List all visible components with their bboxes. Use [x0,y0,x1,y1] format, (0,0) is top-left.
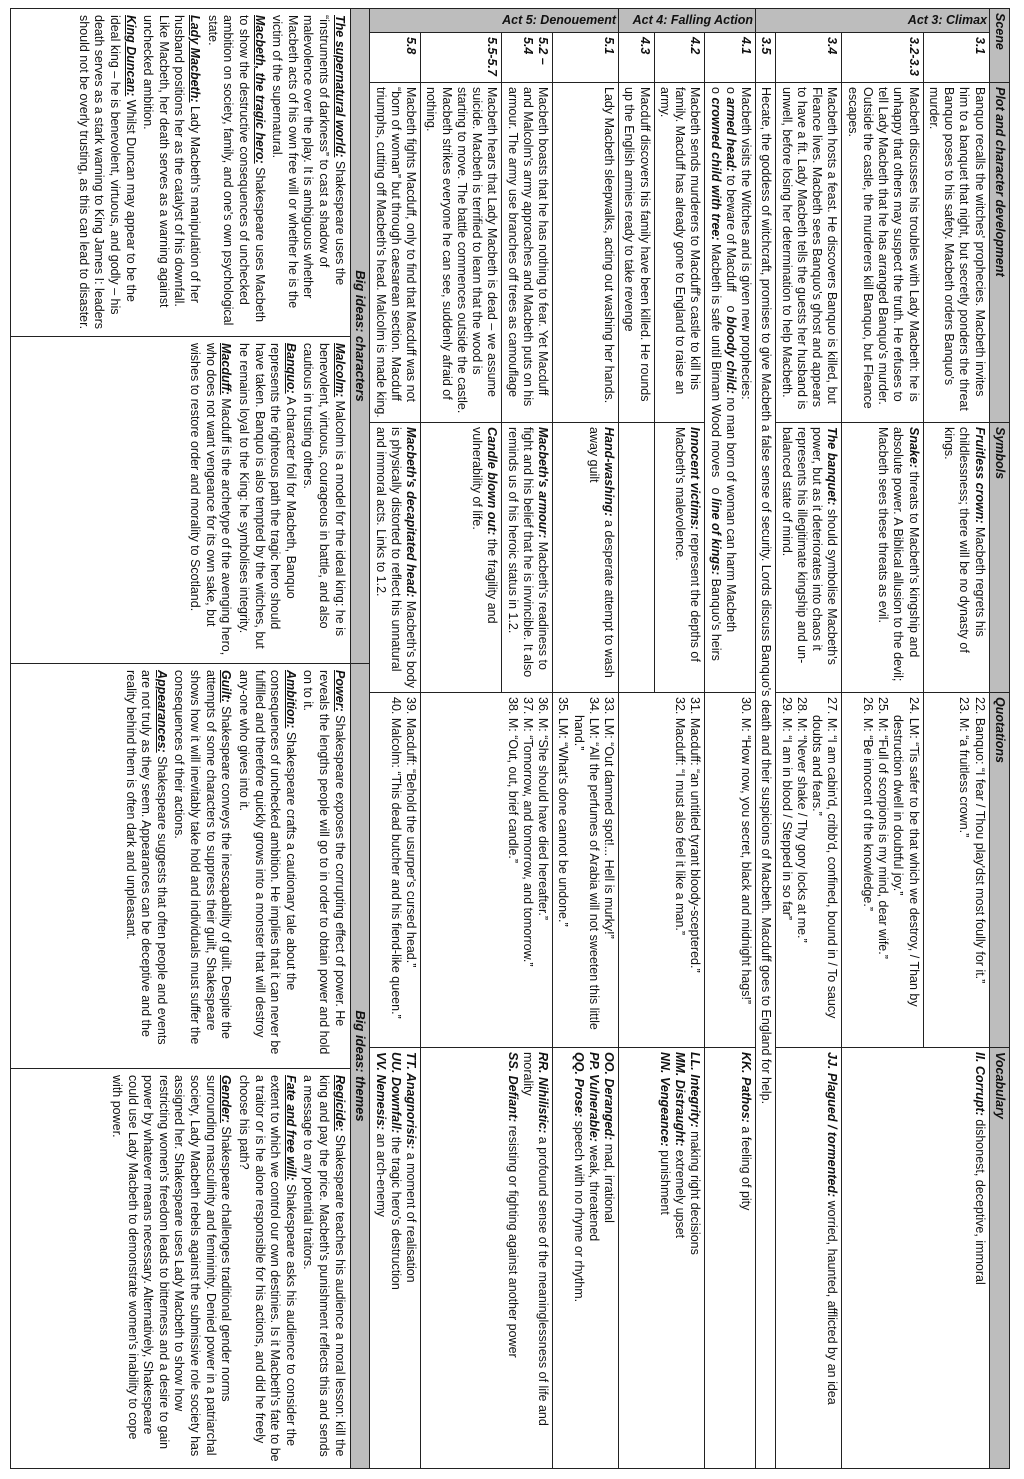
symbol-term: The banquet: [825,427,840,506]
theme-entry [300,1075,347,1462]
vocab-def: mad, irrational [602,1140,617,1223]
entry-term: Ambition: [283,670,298,729]
character-entry [140,15,203,330]
entry-term: Fate and free will: [283,1075,298,1181]
vocab-def: dishonest, deceptive, immoral [972,1115,987,1285]
big-ideas-table [10,8,370,1469]
symbol-text: should symbolise Macbeth's power, but as it deteriorates into chaos it represents his illegitimate kingship and un-balanced state of mind. [779,427,840,665]
entry-text: Shakespeare uses Macbeth to show the destructive consequences of unchecked ambition on society, family, and one's own psychological state. [205,15,267,326]
big-ideas-body-row [11,9,351,1469]
scene-5-2: 5.2 – 5.4 [502,33,553,83]
character-entry [300,343,347,657]
plot-3-4: Macbeth hosts a feast. He discovers Banquo is killed, but Fleance lives. Macbeth sees Banquo's ghost and appears to have a fit. Lady Macbeth tells the guests her husband is unwell, before losing her determination to help Macbeth. [776,83,842,423]
theme-entry [122,670,169,1062]
theme-entry [235,670,298,1062]
quote: 39. Macduff: “Behold the usurper's cursed head.” [404,697,419,968]
vocab-item [687,1052,702,1464]
vocab-term: RR. Nihilistic: [536,1052,551,1134]
quotes-5-8 [370,693,421,1048]
vocab-def: a feeling of pity [739,1122,754,1211]
scene-3-4: 3.4 [776,33,842,83]
act4-label-cell [619,9,756,33]
vocab-def: worried, haunted, afflicted by an idea [825,1197,840,1405]
symbol-3-2 [842,423,923,693]
plot-4-1 [705,83,756,693]
symbol-5-1 [553,423,619,693]
entry-text: Shakespeare suggests that often people and events are not truly as they seem. Appearances can be deceptive and the reality behind them is often dark and unpleasant. [123,670,169,1045]
prophecy-text: Banquo's heirs [708,575,723,661]
symbol-4-3-empty [619,423,655,693]
entry-term: Appearances: [154,670,169,753]
vocab-term: KK. Pathos: [739,1052,754,1123]
symbol-4-2 [654,423,705,693]
plot-5-1: Lady Macbeth sleepwalks, acting out washing her hands. [553,83,619,423]
entry-term: King Duncan: [123,15,138,97]
prophecy-term: line of kings: [708,498,723,576]
symbol-text: represent the depths of Macbeth's malevolence. [673,427,703,662]
scene-3-1: 3.1 [923,33,989,83]
character-entry [269,15,347,330]
scene-3-5: 3.5 [756,33,776,83]
vocab-item [657,1052,672,1464]
quote: 32. Macduff: “I must also feel it like a man.” [673,697,688,936]
symbol-3-1 [923,423,989,693]
plot-4-2: Macbeth sends murderers to Macduff's castle to kill his family. Macduff has already gone to England to raise an army. [654,83,705,423]
entry-term: Regicide: [332,1075,347,1132]
vocab-item [505,1052,520,1464]
prophecy-term: armed head: [724,97,738,172]
entry-text: Macduff is the archetype of the avenging hero, who does not want vengeance for its own sake, but wishes to restore order and morality to Scotland. [188,343,234,656]
row-3-1 [923,9,989,1469]
vocab-4-1 [705,1048,756,1469]
entry-text: Whilst Duncan may appear to be the ideal king – he is benevolent, virtuous, and godly – his death serves as a stark warning to King James I: leaders should not be overly trusting, as this can lead to disaster. [76,15,138,330]
vocab-3-1 [842,1048,989,1469]
vocab-item [403,1052,418,1464]
vocab-5-5 [421,1048,553,1469]
symbol-term: Macbeth's armour: [536,427,551,539]
quote: 29. M: “I am in blood / Stepped in so far” [779,697,794,921]
quote: 26. M: “Be innocent of the knowledge.” [861,697,875,912]
prophecy-term: bloody child: [724,316,738,394]
vocab-term: TT. Anagnorisis: [404,1052,419,1150]
vocab-item [824,1052,839,1464]
vocab-5-8 [370,1048,421,1469]
entry-term: Banquo: [283,343,298,394]
header-symbols: Symbols [989,423,1009,693]
entry-term: Malcolm: [332,343,347,398]
quote: 24. LM: “Tis safer to be that which we destroy, / Than by destruction dwell in doubtful joy.” [891,697,921,1007]
quotes-3-1 [923,693,989,1048]
vocab-def: punishment [658,1146,672,1215]
quotes-4-2 [619,693,705,1048]
prophecy-text: to beware of Macduff [724,171,738,292]
character-entry [187,343,234,657]
vocab-def: the tragic hero's destruction [389,1133,403,1290]
quote: 30. M: “How now, you secret, black and midnight hags!” [739,697,754,1005]
symbol-5-8 [370,423,421,693]
prophecy-line: o crowned child with tree: Macbeth is safe until Birnam Wood moves o line of kings: Banquo's heirs [708,87,723,661]
characters-col-1 [11,9,351,337]
acts-table [370,8,1011,1469]
vocab-item [520,1052,551,1464]
vocab-def: extremely upset [673,1146,688,1239]
symbol-text: the fragility and vulnerability of life. [470,427,500,624]
symbol-text: Macbeth's body is physically distorted to reflect his unnatural and immoral acts. Links to 1.2. [373,427,419,689]
vocab-item [738,1052,753,1464]
characters-heading: Big ideas: characters [350,9,369,664]
header-row [989,9,1009,1469]
scene-5-1: 5.1 [553,33,619,83]
row-3-4 [776,9,842,1469]
symbol-text: threats to Macbeth's kingship and absolute power. A Biblical allusion to the devil; Macbeth sees these threats as evil. [876,427,921,682]
entry-text: Malcolm is a model for the ideal king: he is benevolent, virtuous, courageous in battle, and also cautious in trusting others. [301,343,347,637]
plot-5-2: Macbeth boasts that he has nothing to fear. Yet Macduff and Malcolm's army approaches and Macbeth puts on his armour. The army use branches off trees as camouflage [502,83,553,423]
entry-text: Shakespeare crafts a cautionary tale about the consequences of unchecked ambition. He implies that it can never be fulfilled and therefore quickly grows into a monster that will destroy any-one who gives into it. [237,670,298,1055]
scene-4-2: 4.2 [654,33,705,83]
character-entry [204,15,267,330]
vocab-def: a profound sense of the meaninglessness of life and morality [521,1052,551,1426]
row-4-1 [705,9,756,1469]
rotated-sheet [10,8,1010,1468]
vocab-item [571,1052,586,1464]
act5-label: Act 5: Denouement [502,13,617,27]
entry-term: The supernatural world: [332,15,347,158]
summary-3-5: Hecate, the goddess of witchcraft, promises to give Macbeth a false sense of security. Lords discuss Banquo's death and their suspicions of Macbeth. Macduff goes to England for help. [756,83,776,1469]
quotes-5-5 [421,693,553,1048]
entry-text: Shakespeare asks his audience to consider the extent to which we control our own destinies. Is it Macbeth's fate to be a traitor or is he alone responsible for his actions, and did he freely choose his path? [237,1075,298,1462]
prophecy-line: o armed head: to beware of Macduff o bloody child: no man born of woman can harm Macbeth [724,87,738,633]
vocab-def: a moment of realisation [404,1149,419,1283]
row-5-8 [370,9,421,1469]
quote: 25. M: “Full of scorpions is my mind, dear wife.” [876,697,891,959]
row-5-2 [502,9,553,1469]
entry-text: Shakespeare exposes the corrupting effect of power. He reveals the lengths people will go to in order to obtain power and hold on to it. [301,670,347,1055]
quote: 37. M: “Tomorrow, and tomorrow, and tomorrow.” [521,697,535,967]
quote: 31. Macduff: “an untitled tyrant bloody-sceptered.” [688,697,703,973]
entry-text: Shakespeare challenges traditional gender norms surrounding masculinity and femininity. Denied power in a patriarchal society, Lady Macbeth rebels against the submissive role society has assigned her. Shakespeare uses Lady Macbeth to show how restricting women's freedom leads to bitterness and a desire to gain power by whatever means necessary. Alternatively, Shakespeare could use Lady Macbeth to demonstrate women's inability to cope with power. [110,1075,234,1457]
header-quotations: Quotations [989,693,1009,1048]
vocab-term: MM. Distraught: [673,1052,688,1147]
symbol-text: Macbeth's readiness to fight and his belief that he is invincible. It also reminds us of his heroic status in 1.2. [505,427,551,678]
vocab-term: UU. Downfall: [389,1052,403,1134]
quote: 28. M: “Never shake / Thy gory locks at me.” [795,697,809,943]
row-4-2 [654,9,705,1469]
entry-text: A character foil for Macbeth, Banquo represents the righteous path the tragic hero should have taken. Banquo is also tempted by the witches, but he remains loyal to the King: he symbolises integrity. [237,343,298,649]
entry-text: Lady Macbeth's manipulation of her husband positions her as the catalyst of his downfall. Like Macbeth, her death serves as a warning against unchecked ambition. [141,15,203,308]
prophecy-term: crowned child with tree: [708,97,723,241]
character-entry [75,15,138,330]
vocab-def: an arch-enemy [373,1130,388,1217]
quote: 23. M: “a fruitless crown.” [957,697,972,838]
act4-label: Act 4: Falling Action [632,13,754,27]
quote: 27. M: “I am cabin'd, cribb'd, confined, bound in / To saucy doubts and fears.” [810,697,840,1019]
theme-entry [300,670,347,1062]
plot-5-5: Macbeth hears that Lady Macbeth is dead – we assume suicide. Macbeth is terrified to learn that the wood is starting to move. The battle commences outside the castle. Macbeth strikes everyone he can see, suddenly afraid of nothing. [421,83,502,423]
vocab-item [972,1052,987,1464]
vocab-item [586,1052,601,1464]
vocab-term: SS. Defiant: [505,1052,520,1123]
quotes-4-1 [705,693,756,1048]
header-vocabulary: Vocabulary [989,1048,1009,1469]
vocab-term: LL. Integrity: [688,1052,703,1128]
quote: 34. LM: “All the perfumes of Arabia will not sweeten this little hand.” [571,697,601,1030]
plot-intro: Macbeth visits the Witches and is given new prophecies: [739,87,754,400]
big-ideas-section [10,8,370,1468]
prophecy-text: Macbeth is safe until Birnam Wood moves [708,240,723,478]
vocab-def: weak, threatened [587,1141,601,1242]
vocab-term: PP. Vulnerable: [587,1052,601,1142]
symbol-5-2 [502,423,553,693]
header-plot: Plot and character development [989,83,1009,423]
scene-5-8: 5.8 [370,33,421,83]
scene-4-3: 4.3 [619,33,655,83]
quotes-3-2 [842,693,923,1048]
vocab-term: VV. Nemesis: [373,1052,388,1131]
symbol-text: Macbeth regrets his childlessness; there will be no dynasty of kings. [942,427,987,653]
theme-entry [171,670,234,1062]
quote: 38. M: “Out, out, brief candle.” [505,697,520,864]
symbol-term: Hand-washing: [602,427,617,517]
symbol-term: Innocent victims: [688,427,703,530]
themes-heading: Big ideas: themes [350,664,369,1469]
symbol-5-5 [421,423,502,693]
quote: 40. Malcolm: “This dead butcher and his fiend-like queen.” [389,697,403,1019]
act3-label-cell [756,9,990,33]
quotes-5-1 [553,693,619,1048]
symbol-term: Candle blown out: [485,427,500,536]
scene-5-5: 5.5-5.7 [421,33,502,83]
symbol-term: Macbeth's decapitated head: [404,427,419,598]
acts-section [370,8,1010,1468]
vocab-term: NN. Vengeance: [658,1052,672,1147]
entry-term: Lady Macbeth: [188,15,203,103]
quote: 33. LM: “Out damned spot!... Hell is murky!” [602,697,617,939]
vocab-item [373,1052,388,1464]
entry-text: Shakespeare uses the “instruments of darkness” to cast a shadow of malevolence over the play. It is ambiguous whether Macbeth acts of his own free will or whether he is the victim of the supernatural. [270,15,347,309]
vocab-4-2 [619,1048,705,1469]
entry-text: Shakespeare teaches his audience a moral lesson: kill the king and pay the price. Macbeth's punishment reflects this and sends a message to any potential traitors. [301,1075,347,1457]
entry-text: Shakespeare conveys the inescapability of guilt. Despite the attempts of some characters to suppress their guilt, Shakespeare shows how it will inevitably take hold and individuals must suffer the consequences of their actions. [172,670,234,1045]
big-ideas-header-row [350,9,369,1469]
vocab-def: making right decisions [688,1127,703,1255]
plot-3-2: Macbeth discusses his troubles with Lady Macbeth: he is unhappy that others may suspect the truth. He refuses to tell Lady Macbeth that he has arranged Banquo's murder. Outside the castle, the murderers kill Banquo, but Fleance escapes. [842,83,923,423]
entry-term: Power: [332,670,347,712]
vocab-3-4 [776,1048,842,1469]
vocab-item [601,1052,616,1464]
themes-col-1 [11,664,351,1069]
quote: 36. M: “She should have died hereafter.” [536,697,551,921]
vocab-term: JJ. Plagued / tormented: [825,1052,840,1198]
symbol-term: Snake: [906,427,921,468]
vocab-def: speech with no rhyme or rhythm. [571,1117,586,1303]
symbol-term: Fruitless crown: [972,427,987,524]
vocab-def: resisting or fighting against another power [505,1122,520,1358]
row-3-5 [756,9,776,1469]
themes-col-2 [11,1069,351,1469]
symbol-text: a desperate attempt to wash away guilt [587,427,617,678]
act3-label: Act 3: Climax [907,13,987,27]
vocab-5-1 [553,1048,619,1469]
row-5-1 [553,9,619,1469]
theme-entry [108,1075,233,1462]
entry-term: Guilt: [219,670,234,703]
vocab-item [388,1052,403,1464]
vocab-term: OO. Deranged: [602,1052,617,1141]
symbol-3-4 [776,423,842,693]
scene-3-2: 3.2-3.3 [842,33,923,83]
plot-4-3: Macduff discovers his family have been killed. He rounds up the English armies ready to take revenge [619,83,655,423]
header-scene: Scene [989,9,1009,83]
quote: 35. LM: “What's done cannot be undone.” [556,697,571,927]
vocab-item [672,1052,687,1464]
prophecy-text: no man born of woman can harm Macbeth [724,393,738,633]
plot-5-8: Macbeth fights Macduff, only to find that Macduff was not “born of woman” but through caesarean section. Macduff triumphs, cutting off Macbeth's head. Malcolm is made king. [370,83,421,423]
act5-label-cell [370,9,619,33]
theme-entry [235,1075,298,1462]
entry-term: Macduff: [219,343,234,395]
entry-term: Macbeth, the tragic hero: [252,15,267,164]
quote: 22. Banquo: “I fear / Thou play'dst most foully for it.” [972,697,987,984]
scene-4-1: 4.1 [705,33,756,83]
character-entry [235,343,298,657]
vocab-term: II. Corrupt: [972,1052,987,1116]
vocab-term: QQ. Prose: [571,1052,586,1118]
characters-col-2 [11,337,351,664]
quotes-3-4 [776,693,842,1048]
entry-term: Gender: [219,1075,234,1123]
plot-3-1: Banquo recalls the witches' prophecies. Macbeth invites him to a banquet that night, but secretly ponders the threat Banquo poses to his safety. Macbeth orders Banquo's murder. [923,83,989,423]
